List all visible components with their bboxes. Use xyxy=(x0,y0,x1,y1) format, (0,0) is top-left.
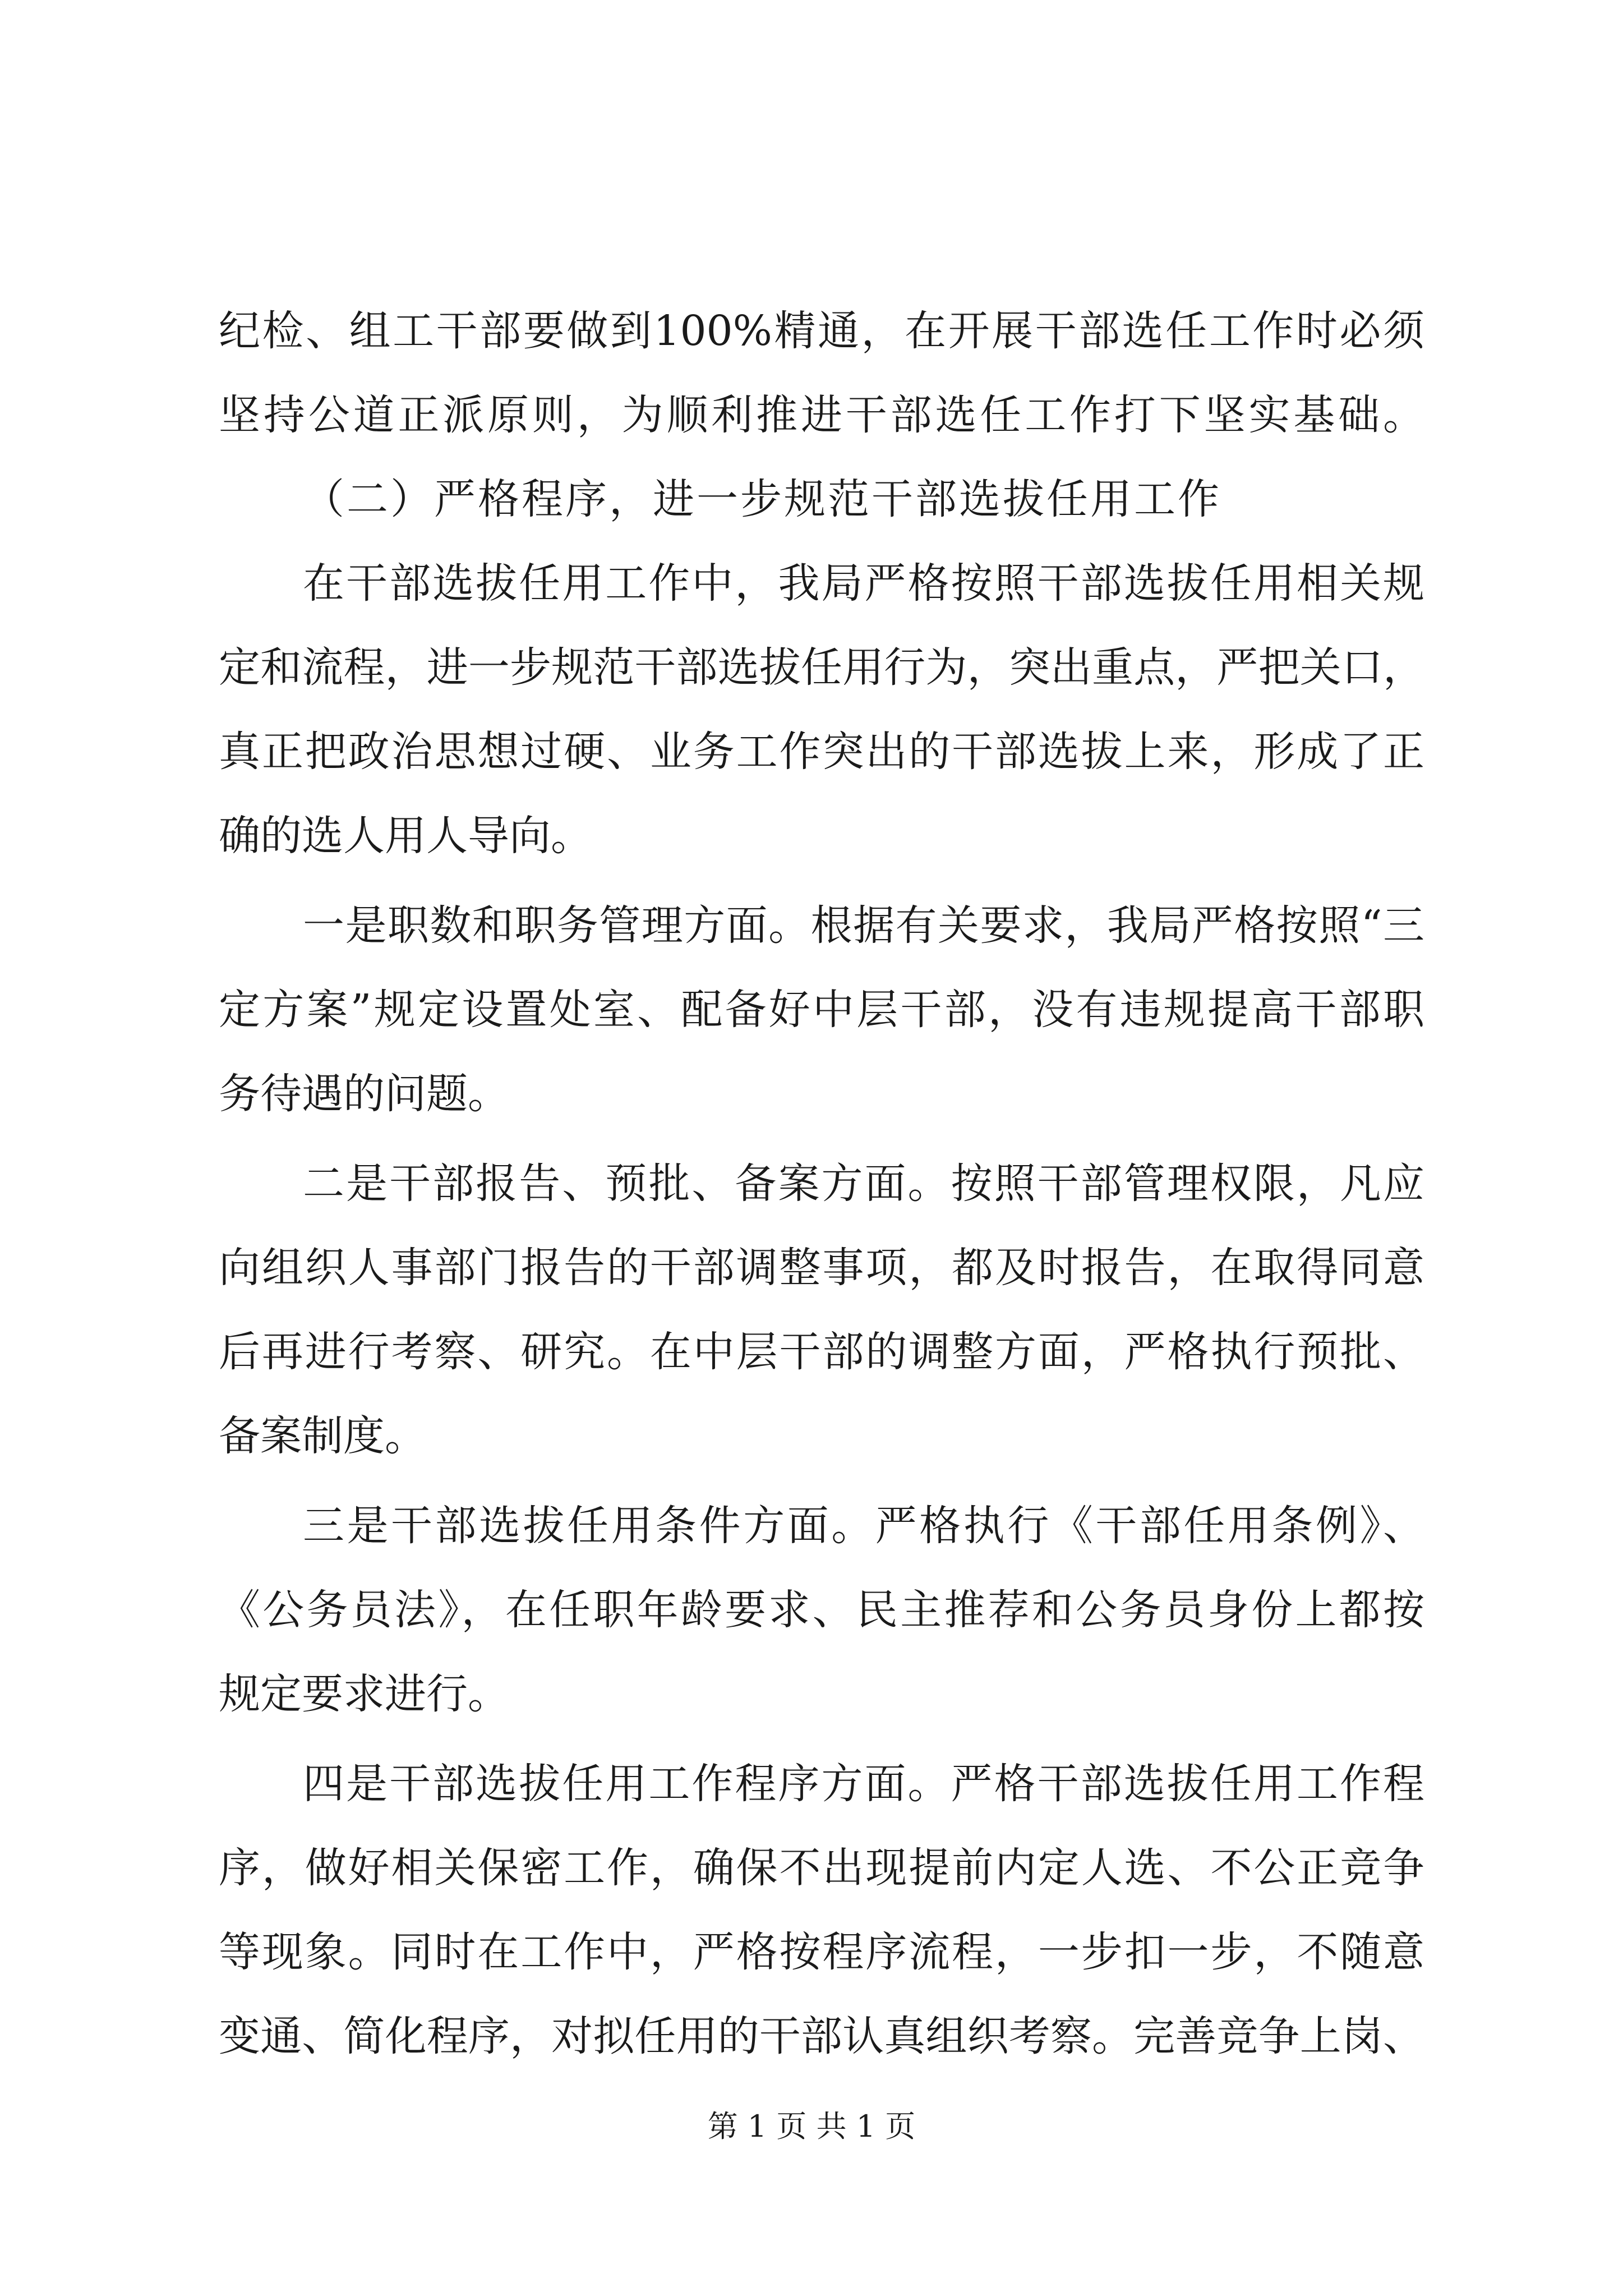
paragraph-line: 三是干部选拔任用条件方面。严格执行《干部任用条例》、 xyxy=(303,1502,1424,1550)
paragraph-line: 等现象。同时在工作中，严格按程序流程，一步扣一步，不随意 xyxy=(219,1928,1424,1976)
paragraph-line: 一是职数和职务管理方面。根据有关要求，我局严格按照“三 xyxy=(303,901,1424,950)
paragraph-line: 规定要求进行。 xyxy=(219,1670,509,1718)
paragraph-line: 坚持公道正派原则，为顺利推进干部选任工作打下坚实基础。 xyxy=(219,391,1424,439)
paragraph-line: 纪检、组工干部要做到100%精通，在开展干部选任工作时必须 xyxy=(219,307,1424,355)
paragraph-line: 备案制度。 xyxy=(219,1412,426,1460)
paragraph-line: 确的选人用人导向。 xyxy=(219,812,592,860)
paragraph-line: 向组织人事部门报告的干部调整事项，都及时报告，在取得同意 xyxy=(219,1244,1424,1292)
paragraph-line: 在干部选拔任用工作中，我局严格按照干部选拔任用相关规 xyxy=(303,559,1424,608)
paragraph-line: 二是干部报告、预批、备案方面。按照干部管理权限，凡应 xyxy=(303,1159,1424,1208)
paragraph-line: 序，做好相关保密工作，确保不出现提前内定人选、不公正竞争 xyxy=(219,1844,1424,1892)
paragraph-line: 定和流程，进一步规范干部选拔任用行为，突出重点，严把关口， xyxy=(219,643,1424,692)
page-number-footer: 第 1 页 共 1 页 xyxy=(707,2109,916,2144)
paragraph-line: 定方案”规定设置处室、配备好中层干部，没有违规提高干部职 xyxy=(219,986,1424,1034)
paragraph-line: 《公务员法》，在任职年龄要求、民主推荐和公务员身份上都按 xyxy=(219,1586,1424,1634)
paragraph-line: 真正把政治思想过硬、业务工作突出的干部选拔上来，形成了正 xyxy=(219,728,1424,776)
paragraph-line: 务待遇的问题。 xyxy=(219,1070,509,1118)
paragraph-line: 后再进行考察、研究。在中层干部的调整方面，严格执行预批、 xyxy=(219,1328,1424,1376)
paragraph-line: 四是干部选拔任用工作程序方面。严格干部选拔任用工作程 xyxy=(303,1760,1424,1808)
section-heading: （二）严格程序，进一步规范干部选拔任用工作 xyxy=(303,475,1221,523)
paragraph-line: 变通、简化程序，对拟任用的干部认真组织考察。完善竞争上岗、 xyxy=(219,2012,1424,2060)
